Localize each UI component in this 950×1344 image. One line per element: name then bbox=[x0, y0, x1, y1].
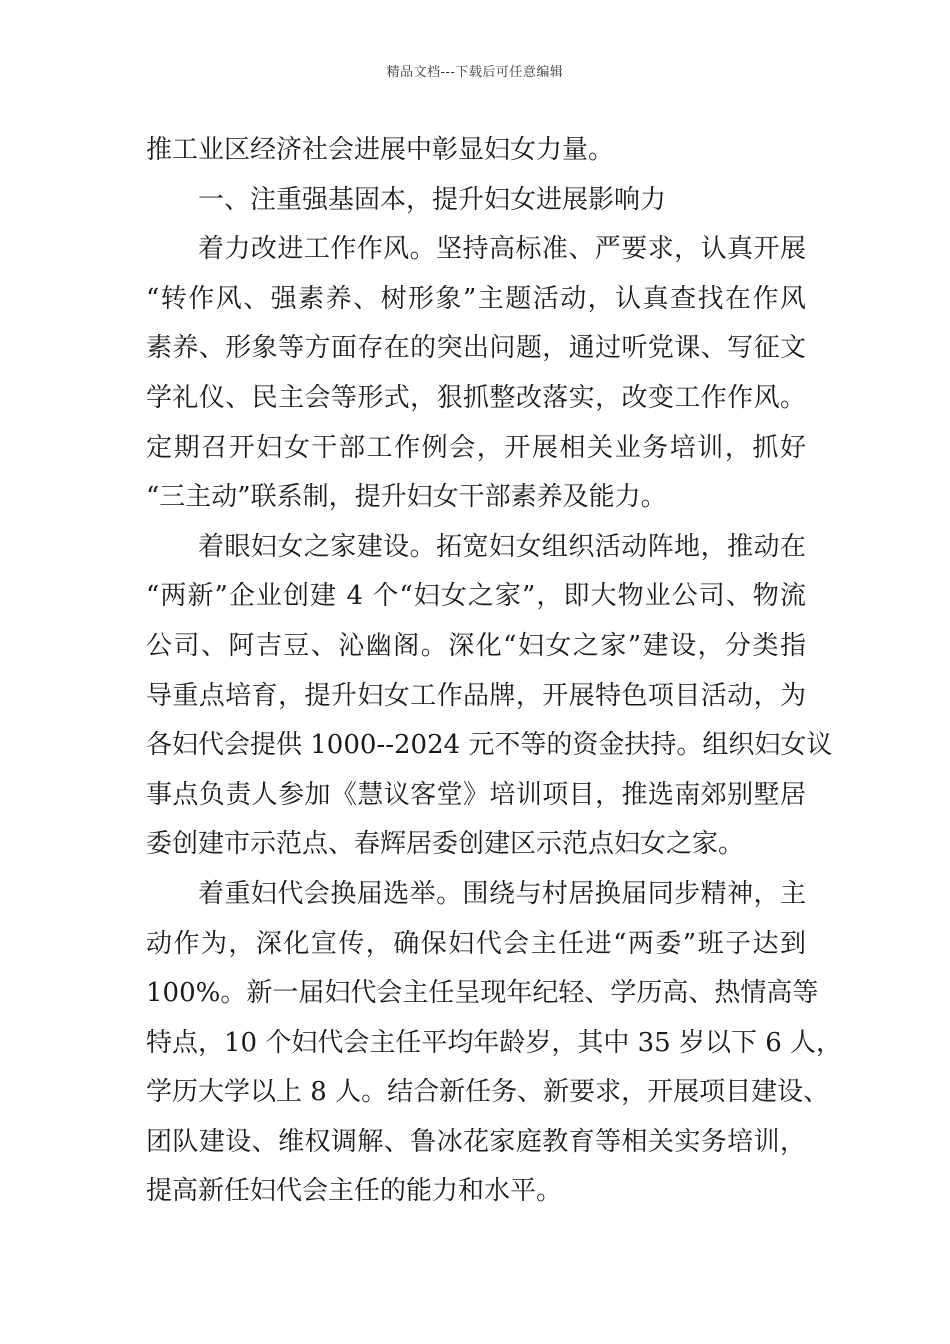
section-heading bbox=[146, 176, 806, 226]
text-line: 提高新任妇代会主任的能力和水平。 bbox=[146, 1176, 563, 1207]
text-line: 一、注重强基固本，提升妇女进展影响力 bbox=[198, 184, 667, 215]
text-line: “三主动”联系制，提升妇女干部素养及能力。 bbox=[146, 482, 667, 513]
text-line: 各妇代会提供 1000--2024 元不等的资金扶持。组织妇女议 bbox=[146, 730, 833, 761]
text-line: 定期召开妇女干部工作例会，开展相关业务培训，抓好 bbox=[146, 432, 806, 463]
text-line: 公司、阿吉豆、沁幽阁。深化“妇女之家”建设，分类指 bbox=[146, 630, 806, 661]
text-line: 特点，10 个妇代会主任平均年龄岁，其中 35 岁以下 6 人， bbox=[146, 1027, 843, 1058]
text-line: 事点负责人参加《慧议客堂》培训项目，推选南郊别墅居 bbox=[146, 779, 806, 810]
paragraph bbox=[146, 126, 806, 176]
text-line: 学礼仪、民主会等形式，狠抓整改落实，改变工作作风。 bbox=[146, 382, 806, 413]
text-line: 团队建设、维权调解、鲁冰花家庭教育等相关实务培训， bbox=[146, 1126, 806, 1157]
text-line: 学历大学以上 8 人。结合新任务、新要求，开展项目建设、 bbox=[146, 1077, 830, 1108]
text-line: “两新”企业创建 4 个“妇女之家”，即大物业公司、物流 bbox=[146, 581, 806, 612]
text-line: 委创建市示范点、春辉居委创建区示范点妇女之家。 bbox=[146, 829, 745, 860]
text-line: 100%。新一届妇代会主任呈现年纪轻、学历高、热情高等 bbox=[146, 978, 819, 1009]
text-line: 素养、形象等方面存在的突出问题，通过听党课、写征文 bbox=[146, 333, 806, 364]
text-line: 着眼妇女之家建设。拓宽妇女组织活动阵地，推动在 bbox=[198, 531, 806, 562]
text-line: 着重妇代会换届选举。围绕与村居换届同步精神，主 bbox=[198, 878, 806, 909]
paragraph bbox=[146, 870, 843, 1217]
text-line: 着力改进工作作风。坚持高标准、严要求，认真开展 bbox=[198, 234, 806, 265]
document-body bbox=[146, 126, 843, 1217]
paragraph bbox=[146, 523, 833, 870]
text-line: 导重点培育，提升妇女工作品牌，开展特色项目活动，为 bbox=[146, 680, 806, 711]
text-line: 推工业区经济社会进展中彰显妇女力量。 bbox=[146, 135, 615, 165]
page-header: 精品文档---下载后可任意编辑 bbox=[386, 65, 564, 80]
text-line: 动作为，深化宣传，确保妇代会主任进“两委”班子达到 bbox=[146, 928, 806, 959]
paragraph bbox=[146, 225, 806, 523]
text-line: “转作风、强素养、树形象”主题活动，认真查找在作风 bbox=[146, 283, 806, 314]
